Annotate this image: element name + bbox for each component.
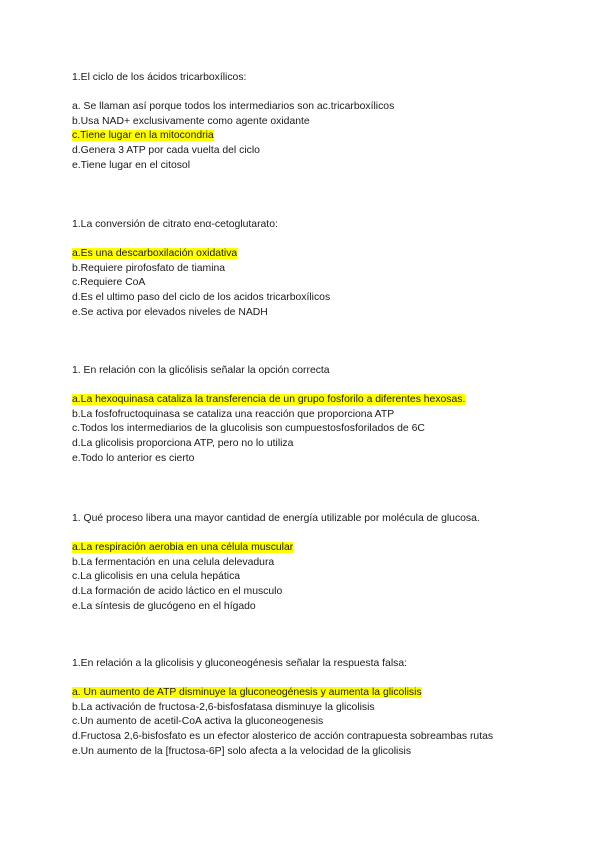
option-text: b.Requiere pirofosfato de tiamina (72, 262, 226, 274)
option-text: c.Todos los intermediarios de la glucolisis son cumpuestosfosforilados de 6C (72, 423, 425, 435)
option-text: a.La hexoquinasa cataliza la transferencia de un grupo fosforilo a diferentes hexosas. (72, 394, 466, 406)
question-title: 1. En relación con la glicólisis señalar la opción correcta (72, 365, 330, 376)
answer-options (72, 541, 552, 614)
option-text: a. Se llaman así porque todos los intermediarios son ac.tricarboxílicos (72, 101, 395, 113)
option-b (72, 115, 552, 130)
option-text: e.Un aumento de la [fructosa-6P] solo afecta a la velocidad de la glicolisis (72, 745, 412, 757)
option-text: e.Todo lo anterior es cierto (72, 452, 195, 464)
option-text: d.Fructosa 2,6-bisfosfato es un efector alosterico de acción contrapuesta sobreambas rutas (72, 730, 494, 742)
option-d (72, 585, 552, 600)
option-c (72, 715, 552, 730)
option-text: d.Es el ultimo paso del ciclo de los acidos tricarboxílicos (72, 291, 331, 303)
option-a-highlighted (72, 393, 552, 408)
option-a-highlighted (72, 541, 552, 556)
option-d (72, 144, 552, 159)
question-5 (72, 657, 552, 759)
option-text: c.La glicolisis en una celula hepática (72, 571, 241, 583)
option-d (72, 730, 552, 745)
option-b (72, 556, 552, 571)
answer-options (72, 686, 552, 759)
option-text: a.La respiración aerobia en una célula muscular (72, 542, 294, 554)
option-e (72, 600, 552, 615)
option-text: d.La formación de acido láctico en el musculo (72, 585, 283, 597)
option-c (72, 422, 552, 437)
question-title: 1. Qué proceso libera una mayor cantidad de energía utilizable por molécula de glucosa. (72, 513, 480, 524)
question-title: 1.El ciclo de los ácidos tricarboxílicos: (72, 72, 247, 83)
option-c (72, 276, 552, 291)
option-e (72, 452, 552, 467)
question-4 (72, 512, 552, 614)
option-text: c.Tiene lugar en la mitocondria (72, 130, 214, 142)
option-text: b.La fosfofructoquinasa se cataliza una reacción que proporciona ATP (72, 408, 395, 420)
option-c-highlighted (72, 129, 552, 144)
question-2 (72, 218, 552, 320)
option-text: b.La activación de fructosa-2,6-bisfosfatasa disminuye la glicolisis (72, 701, 375, 713)
option-b (72, 701, 552, 716)
option-b (72, 262, 552, 277)
option-b (72, 408, 552, 423)
option-text: c.Un aumento de acetil-CoA activa la gluconeogenesis (72, 716, 324, 728)
option-e (72, 745, 552, 760)
answer-options (72, 247, 552, 320)
option-text: a.Es una descarboxilación oxidativa (72, 248, 238, 260)
answer-options (72, 393, 552, 466)
option-a (72, 100, 552, 115)
option-d (72, 291, 552, 306)
question-title: 1.La conversión de citrato enα-cetoglutarato: (72, 219, 278, 230)
option-a-highlighted (72, 686, 552, 701)
option-text: e.Se activa por elevados niveles de NADH (72, 306, 268, 318)
question-3 (72, 364, 552, 466)
option-text: b.La fermentación en una celula delevadura (72, 556, 275, 568)
option-text: d.Genera 3 ATP por cada vuelta del ciclo (72, 144, 260, 156)
option-a-highlighted (72, 247, 552, 262)
answer-options (72, 100, 552, 173)
question-1 (72, 71, 552, 173)
option-text: d.La glicolisis proporciona ATP, pero no lo utiliza (72, 437, 294, 449)
option-text: b.Usa NAD+ exclusivamente como agente oxidante (72, 115, 310, 127)
option-text: a. Un aumento de ATP disminuye la gluconeogénesis y aumenta la glicolisis (72, 687, 422, 699)
option-d (72, 437, 552, 452)
option-c (72, 570, 552, 585)
option-e (72, 306, 552, 321)
option-text: c.Requiere CoA (72, 277, 146, 289)
option-text: e.La síntesis de glucógeno en el hígado (72, 600, 256, 612)
option-e (72, 159, 552, 174)
question-title: 1.En relación a la glicolisis y gluconeogénesis señalar la respuesta falsa: (72, 658, 408, 669)
option-text: e.Tiene lugar en el citosol (72, 159, 191, 171)
